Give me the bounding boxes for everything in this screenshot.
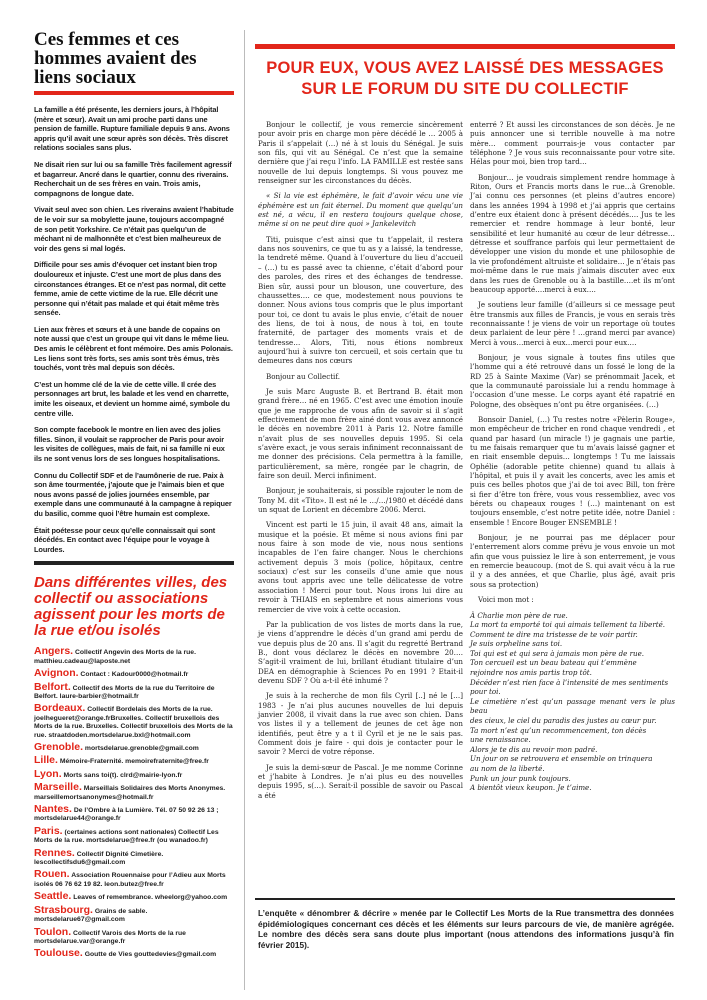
left-column bbox=[34, 30, 234, 963]
poem-line: La mort ta emporté toi qui aimais tellement ta liberté. bbox=[470, 620, 666, 630]
message: Bonsoir Daniel, (…) Tu restes notre «Pèlerin Rouge», mon empêcheur de tricher en rond chaque vendredi , et quand par hasard (un miracle !) je gagnais une partie, tu me faisais remarquer que tu m’avais laissé gagner et en riait ensemble depuis… longtemps ! Tu me laissais Ophélie (adorable petite chienne) quand tu allais à l’hôpital, et puis il y avait les concerts, avec les amis et puis ces belles photos que j’ai de toi avec Bill, ton frère si fier d’être ton frère, vous vous ressembliez, avec vos bérets ou chapeaux rouges ! (…) maintenant on est toujours ensemble, c’est notre petite idée, notre Daniel : ensemble ! Encore Bouger ENSEMBLE ! bbox=[470, 414, 675, 527]
messages-column-1 bbox=[258, 120, 463, 806]
org-item: Toulouse. Goutte de Vies gouttedevies@gmail.com bbox=[34, 947, 217, 960]
left-paragraph: Était poétesse pour ceux qu’elle connaissait qui sont décédés. En contact avec l’équipe pour le voyage à Lourdes. bbox=[34, 525, 216, 554]
message: Titi, puisque c’est ainsi que tu t’appelait, il restera dans nos souvenirs, ce que tu as y a laissé, la tendresse, la tendreté même. Quand à l’ouverture du lieu d’accueil – (…) tu es passé avec ta chienne, c’était d’abord pour des paroles, des rires et des échanges de tendresse. Bien sûr, aussi pour un blouson, une couverture, des chaussettes…. ce que, modestement nous pouvions te donner. Nous avions tous compris que le plus important pour toi, ce dont tu avais le plus envie, c’était de nouer des liens, de toi à nous, de nous à toi, en toute fraternité, de partager des moments vrais et de tendresse… Alors, Titi, nous étions nombreux aujourd’hui à suivre ton cercueil, et sois certain que tu demeures dans nos cœurs bbox=[258, 234, 463, 366]
footer-rule bbox=[255, 898, 675, 900]
left-paragraph: La famille a été présente, les derniers jours, à l’hôpital (mère et sœur). Avait un ami proche parti dans une pension de famille. Rupture familiale depuis 9 ans. Avons appris qu’il avait une sœur après son décès. Très discret relations sociales sans plus. bbox=[34, 105, 230, 153]
message: Bonjour au Collectif. bbox=[266, 371, 340, 381]
message: Je suis la demi-sœur de Pascal. Je me nomme Corinne et j’habite à Londres. Je n’ai plus eu des nouvelles depuis 1995, s(…). Serait-il possible de savoir ou Pascal a été bbox=[258, 762, 463, 800]
message: Je suis à la recherche de mon fils Cyril [..] né le […] 1983 - Je n’ai plus aucunes nouvelles de lui depuis janvier 2008, il vivait dans la rue avec son chien. Dans vos listes il y a tellement de jeunes de cet âge non identifiés, peut être y a t il Cyril et je ne le sais pas. Comment dois je faire - qui dois je contacter pour le savoir ? Merci de votre réponse. bbox=[258, 691, 463, 757]
poem-line: pour toi. bbox=[470, 687, 501, 697]
org-item: Rennes. Collectif Dignité Cimetière. lescollectifsdu6@gmail.com bbox=[34, 846, 164, 867]
poem-line: A bientôt vieux keupon. Je t’aime. bbox=[470, 783, 592, 793]
poem-line: À Charlie mon père de rue. bbox=[470, 610, 568, 620]
left-title: Ces femmes et ces hommes avaient des liens sociaux bbox=[34, 29, 197, 88]
banner-rule bbox=[255, 44, 675, 49]
quote: « Si la vie est éphémère, le fait d’avoir vécu une vie éphémère est un fait éternel. Du moment que quelqu’un est né, a vécu, il en restera toujours quelque chose, même si on ne peut dire quoi » Jankelevitch bbox=[258, 191, 463, 229]
banner-line: SUR LE FORUM DU SITE DU COLLECTIF bbox=[301, 80, 629, 98]
org-item: Lille. Mémoire-Fraternité. memoirefraternite@free.fr bbox=[34, 754, 209, 767]
poem-line: Décéder n’est rien face à l’intensité de mes sentiments bbox=[470, 677, 669, 687]
org-item: Bordeaux. Collectif Bordelais des Morts de la rue. joelhegueret@orange.frBruxelles. Collectif bruxellois des Morts de la rue. Bruxelles. Collectif bruxellois des Morts de la rue. straatdoden.mortsdelarue.bxl@hotmail.com bbox=[34, 702, 233, 739]
org-list bbox=[34, 647, 234, 959]
poem-line: Toi qui est et qui sera à jamais mon père de rue. bbox=[470, 648, 645, 658]
forum-banner bbox=[255, 58, 675, 100]
message: Bonjour, je ne pourrai pas me déplacer pour l’enterrement alors comme prévu je vous envoie un mot afin que vous puissiez le lire à son enterrement, je vous en remercie beaucoup. (mot de S. qui avait vécu à la rue il y a des années, et que Charlie, plus âgé, avait pris sous sa protection) bbox=[470, 533, 675, 589]
org-item: Nantes. De l’Ombre à la Lumière. Tél. 07 50 92 26 13 ; mortsdelarue44@orange.fr bbox=[34, 803, 219, 823]
poem-line: Ta mort n’est qu’un recommencement, ton décès bbox=[470, 725, 647, 735]
org-item: Lyon. Morts sans toi(t). clrd@mairie-lyon.fr bbox=[34, 767, 183, 780]
org-item: Paris. (certaines actions sont nationales) Collectif Les Morts de la rue. mortsdelarue@free.fr (ou wanadoo.fr) bbox=[34, 824, 219, 845]
left-paragraph: Lien aux frères et sœurs et à une bande de copains on note aussi que c’est un groupe qui vit dans le même lieu. Des amis le célèbrent et font mémoire. Des amis Polonais. Les liens sont très forts, ses amis sont très émus, très touchés, vont très mal depuis son décès. bbox=[34, 324, 233, 373]
org-item: Toulon. Collectif Varois des Morts de la rue mortsdelarue.var@orange.fr bbox=[34, 925, 186, 945]
org-item: Seattle. Leaves of remembrance. wheelorg@yahoo.com bbox=[34, 890, 228, 903]
poem-line: Je suis orpheline sans toi. bbox=[470, 639, 563, 649]
poem-line: rejoindre nos amis partis trop tôt. bbox=[470, 668, 592, 678]
left-title-rule bbox=[34, 91, 234, 95]
left-paragraph: Ne disait rien sur lui ou sa famille Très facilement agressif et bagarreur. Ancré dans le quartier, connu des riverains. Recherchait un de ses frères en vain. Trois amis, compagnons de longue date. bbox=[34, 159, 232, 198]
poem-line: Alors je te dis au revoir mon padré. bbox=[470, 744, 598, 754]
poem-line: Comment te dire ma tristesse de te voir partir. bbox=[470, 629, 638, 639]
org-item: Angers. Collectif Angevin des Morts de la rue. matthieu.cadeau@laposte.net bbox=[34, 645, 196, 665]
message: Voici mon mot : bbox=[478, 595, 534, 605]
message: Vincent est parti le 15 juin, il avait 48 ans, aimait la musique et la poésie. Et même si nous avions fini par nous faire à son mode de vie, nous nous sentions incapables de l’en faire changer. Nous le cherchions activement depuis 3 mois (police, hôpitaux, centre sociaux) c’est sur les conseils d’une amie que nous avons tout appris avec une telle délicatesse de votre association ! Merci pour tout. Nous irons lui dire au revoir à THIAIS en septembre et nous aimerions vous remercier de vive voix à cette occasion. bbox=[258, 520, 463, 614]
poem-line: des cieux, le ciel du paradis des justes au cœur pur. bbox=[470, 716, 657, 726]
poem-line: Un jour on se retrouvera et ensemble on trinquera bbox=[470, 754, 653, 764]
message: Bonjour, je souhaiterais, si possible rajouter le nom de Tony M. dit «Tito». Il est né le …/…/1980 et décédé dans un squat de Lorient en décembre 2006. Merci. bbox=[258, 486, 463, 515]
org-item: Rouen. Association Rouennaise pour l’Adieu aux Morts isolés 06 76 62 19 82. leon.butez@free.fr bbox=[34, 868, 226, 888]
survey-footer: L’enquête « dénombrer & décrire » menée par le Collectif Les Morts de la Rue transmettra des données épidémiologiques concernant ces décès et les éléments sur leurs parcours de vie, de manière agrégée. Le nombre des décès sera sans doute plus important (nous attendons des informations jusqu’à fin février 2015). bbox=[258, 908, 674, 950]
message: Bonjour, je vous signale à toutes fins utiles que l’homme qui a été retrouvé dans un fossé le long de la RD 25 à Sainte Maxime (Var) se prénommait Jacek, et que la communauté paroissiale lui a rendu hommage à l’occasion d’une messe. Le corps ayant été rapatrié en Pologne, des obsèques n’ont pu être organisées. (…) bbox=[470, 352, 675, 409]
message: Je suis Marc Auguste B. et Bertrand B. était mon grand frère… né en 1965. C’est avec une émotion inouïe que je me rapproche de vous afin de savoir si il s’agit effectivement de mon frère ainé dont vous avez annoncé le décès en novembre 2011 à Paris 12. Notre famille n’avait plus de ses nouvelles depuis 1995. Si cela s’avère exact, je vous serais infiniment reconnaissant de me donner des précisions. Cela permettra à la famille, particulièrement, sa mère, rongée par le chagrin, de faire son deuil. Merci infiniment. bbox=[258, 386, 463, 481]
message: Bonjour… je voudrais simplement rendre hommage à Riton, Ours et Francis morts dans le rue…à Grenoble. J’ai connu ces personnes (et pleins d’autres encore) dans les années 1994 à 1998 et j’ai appris que certains d’entre eux étaient donc à présent décédés…. Jus te les remercier et rendre hommage à leur bonté, leur sensibilité et leur humanité au cœur de leur détresse… détresse et souffrance parfois qui leur permettaient de développer une vision du monde et une philosophie de la vie profondément altruiste et solidaire… Je n’étais pas moi-même dans le rue mais j’aimais discuter avec eux dans les rues de Grenoble ou à la bastille….et ils m’ont beaucoup apporté….merci à eux…. bbox=[470, 172, 675, 294]
messages-column-2 bbox=[470, 120, 675, 793]
message: Bonjour le collectif, je vous remercie sincèrement pour avoir pris en charge mon père décédé le … 2005 à Paris il s’appelait (…) né à st louis du Sénégal. Je suis son fils, qui vit au Sénégal. Ce n’est que la semaine dernière que j’ai reçu l’info. LA FAMILLE est restée sans nouvelle de lui depuis longtemps. Si vous pouvez me renseigner sur les circonstances du décès. bbox=[258, 120, 463, 186]
left-paragraph: Son compte facebook le montre en lien avec des jolies filles. Sinon, il voulait se rapprocher de Paris pour avoir les visites de collègues, mais de fait, ni sa famille ni eux ils ne sont venus lors de ses longues hospitalisations. bbox=[34, 425, 225, 463]
message: Je soutiens leur famille (d’ailleurs si ce message peut être transmis aux filles de Francis, je vous en serais très reconnaissante ! je viens de voir un reportage où toutes deux parlaient de leur père ! …grand merci par avance) Merci à vous…merci à eux…merci pour eux…. bbox=[470, 300, 675, 347]
org-item: Strasbourg. Grains de sable. mortsdelarue67@gmail.com bbox=[34, 903, 148, 924]
left-paragraph: Difficile pour ses amis d’évoquer cet instant bien trop douloureux et injuste. C’est une mort de plus dans des circonstances étranges. Et ce n’est pas normal, dit cette femme, amie de cette victime de la rue. Elle décrit une personne qui n’était pas malade et qui était même très sensée. bbox=[34, 260, 226, 318]
org-item: Marseille. Marseillais Solidaires des Morts Anonymes. marseillemortsanonymes@hotmail.fr bbox=[34, 781, 226, 801]
collectifs-heading: Dans différentes villes, des collectif ou associations agissent pour les morts de la rue et/ou isolés bbox=[34, 574, 228, 640]
column-divider bbox=[244, 30, 245, 990]
left-paragraph: Vivait seul avec son chien. Les riverains avaient l’habitude de le voir sur sa mobylette jaune, toujours accompagné de son petit Yorkshire. Ce n’était pas quelqu’un de méchant ni de malhonnête et c’est bien malheureux de voir des gens si mal logés. bbox=[34, 205, 234, 253]
message: enterré ? Et aussi les circonstances de son décès. Je ne puis annoncer une si terrible nouvelle à ma notre mère… comment pourrais-je vous contacter par téléphone ? Je vous suis reconnaissante pour votre site. Hélas pour moi, bien trop tard… bbox=[470, 120, 675, 167]
social-links-text bbox=[34, 105, 234, 554]
message: Par la publication de vos listes de morts dans la rue, je viens d’apprendre le décès d’un grand ami perdu de vue depuis plus de 20 ans. Il s’agit du regretté Bertrand B., dont vous déclarez le décès en novembre 20…. S’agit-il vraiment de lui, brillant étudiant titulaire d’un DEA en démographie à Sciences Po en 1991 ? Etait-il devenu SDF ? Où a-t-il été inhumé ? bbox=[258, 619, 463, 685]
left-paragraph: C’est un homme clé de la vie de cette ville. Il crée des personnages art brut, les balade et les vend en charrette, imite les oiseaux, et devient un homme aimé, symbole du centre ville. bbox=[34, 379, 230, 418]
section-rule bbox=[34, 561, 234, 565]
poem-line: une renaissance. bbox=[470, 735, 531, 745]
poem-line: Punk un jour punk toujours. bbox=[470, 773, 571, 783]
poem-line: Ton cercueil est un beau bateau qui t’emmène bbox=[470, 658, 637, 668]
org-item: Belfort. Collectif des Morts de la rue du Territoire de Belfort. laure-barbier@hotmail.fr bbox=[34, 680, 215, 700]
poem-line: au nom de la liberté. bbox=[470, 764, 545, 773]
org-item: Avignon. Contact : Kadour0000@hotmail.fr bbox=[34, 667, 189, 680]
org-item: Grenoble. mortsdelarue.grenoble@gmail.com bbox=[34, 741, 199, 753]
left-paragraph: Connu du Collectif SDF et de l’aumônerie de rue. Paix à son âme tourmentée, j’ajoute que je l’aimais bien et que nous avons passé de jolies journées ensemble, par exemple dans une communauté à la campagne à repiquer du basilic, comme quoi l’être humain est complexe. bbox=[34, 470, 232, 518]
poem bbox=[470, 611, 675, 793]
banner-line: POUR EUX, VOUS AVEZ LAISSÉ DES MESSAGES bbox=[266, 59, 664, 77]
poem-line: Le cimetière n’est qu’un passage menant vers le plus beau bbox=[470, 696, 675, 716]
